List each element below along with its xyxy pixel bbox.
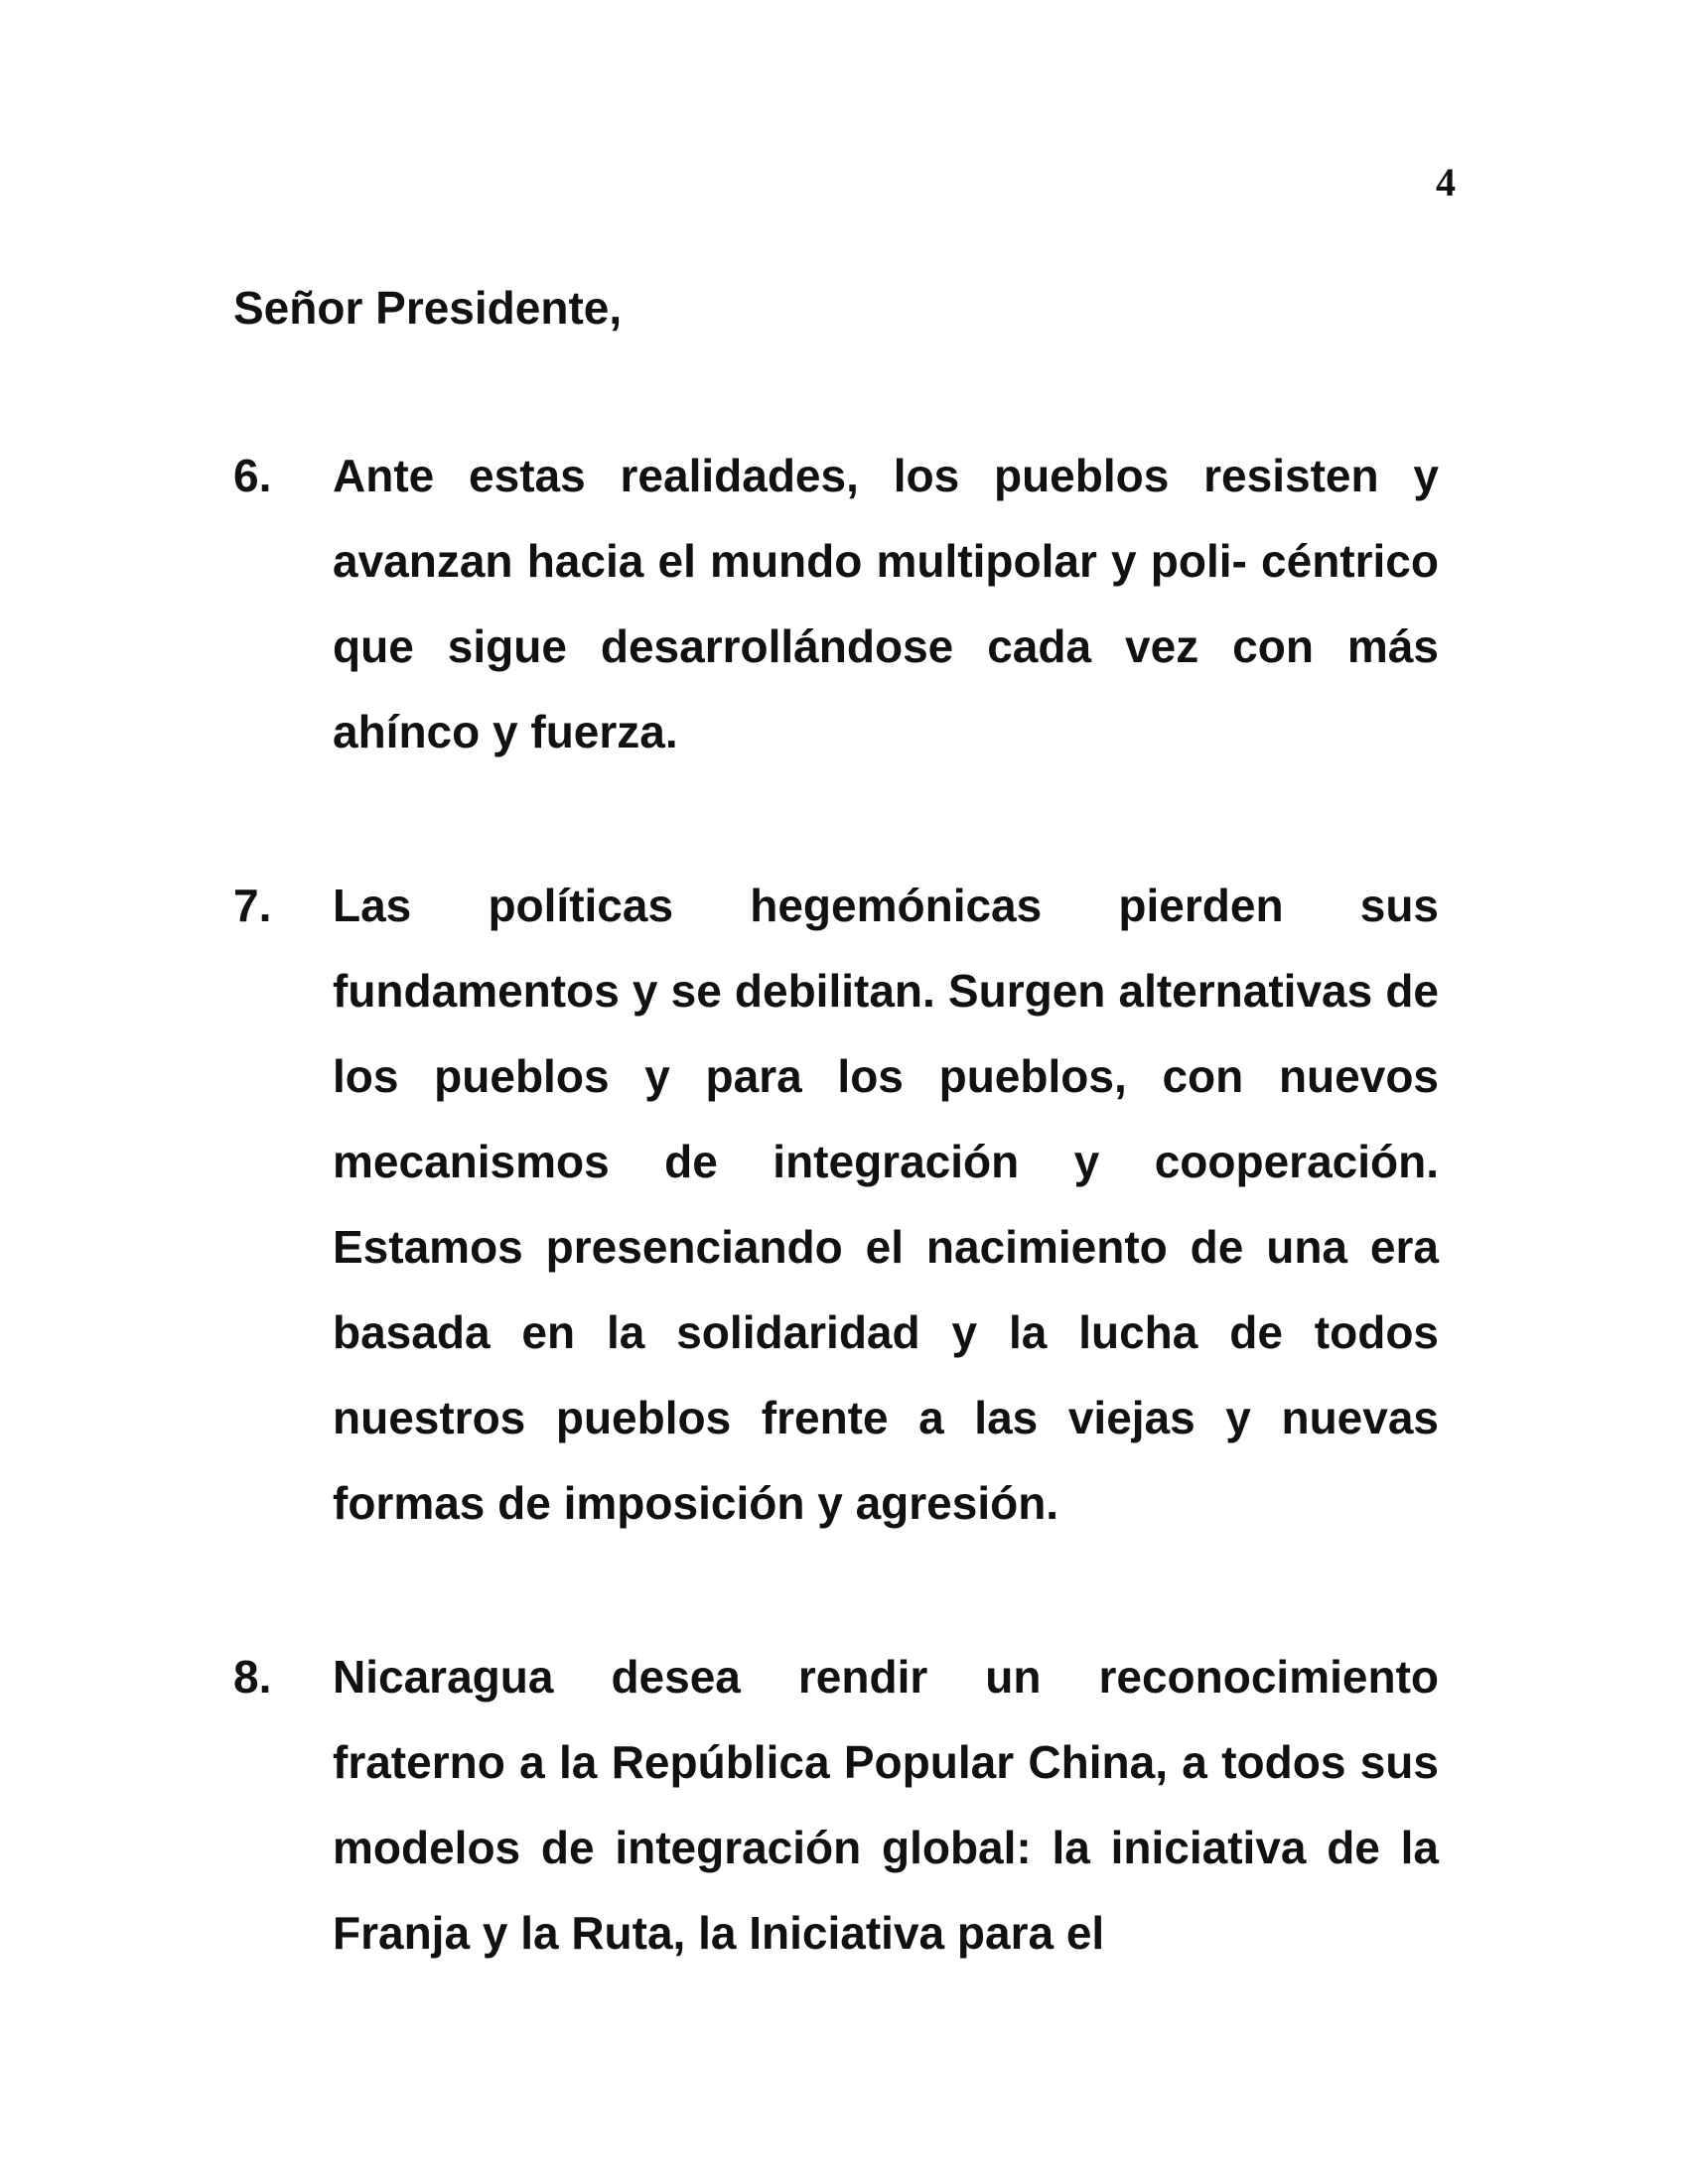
page-number: 4 bbox=[1436, 160, 1456, 205]
paragraph-6 bbox=[233, 433, 1439, 774]
paragraph-text: Ante estas realidades, los pueblos resisten y avanzan hacia el mundo multipolar y poli- céntrico que sigue desarrollándose cada vez con más ahínco y fuerza. bbox=[333, 450, 1439, 757]
paragraph-7 bbox=[233, 863, 1439, 1546]
salutation: Señor Presidente, bbox=[233, 282, 623, 334]
paragraph-number: 7. bbox=[233, 880, 272, 931]
paragraph-number: 8. bbox=[233, 1651, 272, 1703]
paragraph-text: Las políticas hegemónicas pierden sus fundamentos y se debilitan. Surgen alternativas de los pueblos y para los pueblos, con nuevos mecanismos de integración y cooperación. Estamos presenciando el nacimiento de una era basada en la solidaridad y la lucha de todos nuestros pueblos frente a las viejas y nuevas formas de imposición y agresión. bbox=[333, 880, 1439, 1529]
paragraph-8 bbox=[233, 1634, 1439, 1976]
paragraph-text: Nicaragua desea rendir un reconocimiento fraterno a la República Popular China, a todos sus modelos de integración global: la iniciativa de la Franja y la Ruta, la Iniciativa para el bbox=[333, 1651, 1439, 1959]
paragraph-number: 6. bbox=[233, 450, 272, 501]
